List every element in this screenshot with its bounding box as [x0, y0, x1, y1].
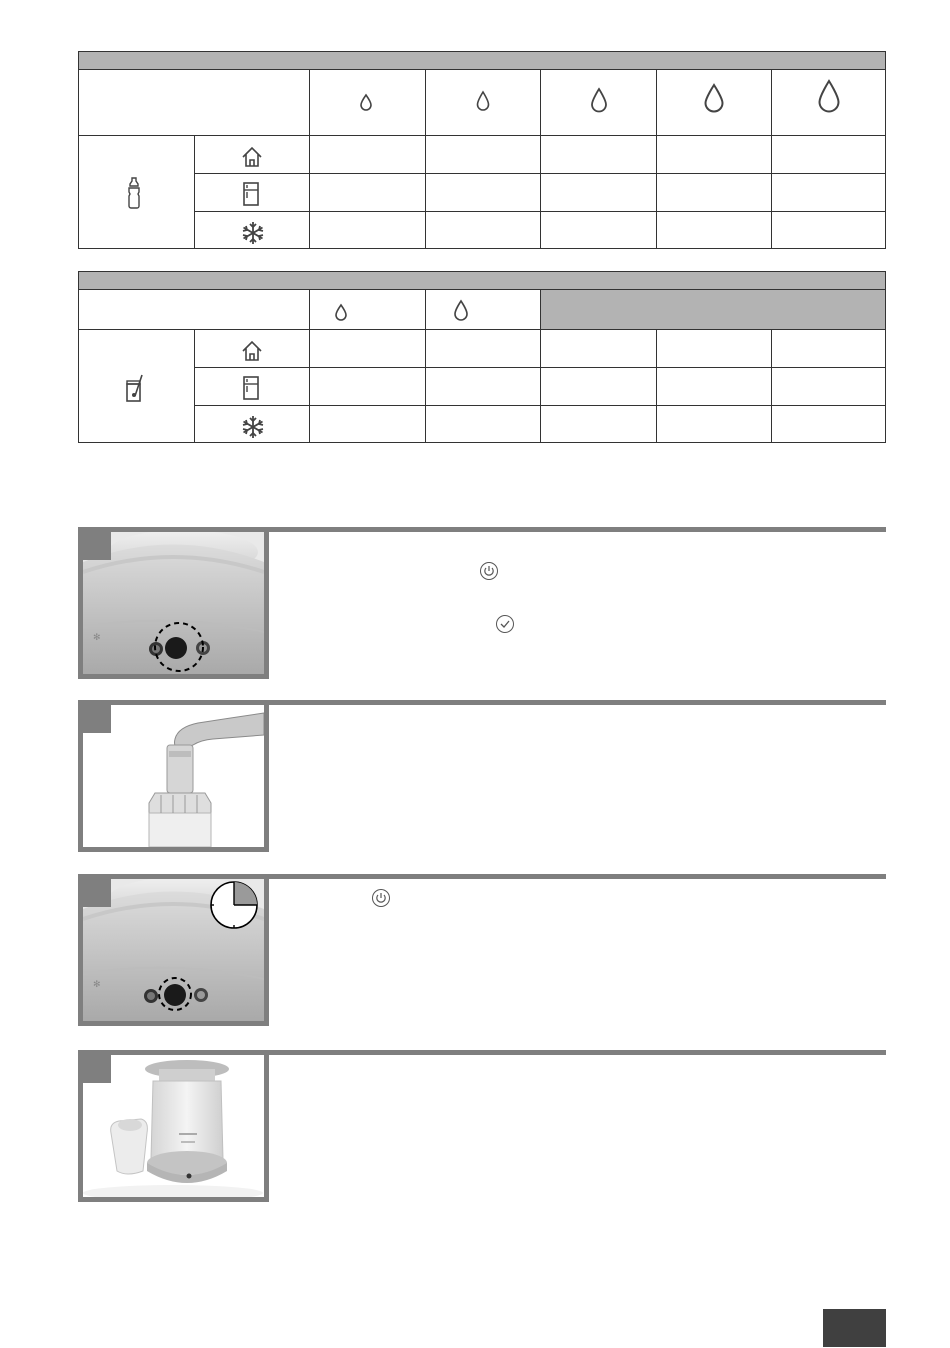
step-divider-bar [269, 700, 886, 705]
step-number-badge [83, 532, 111, 560]
power-icon [479, 561, 499, 581]
table-header-shade [540, 290, 885, 329]
drop-icon [817, 79, 841, 113]
step-2 [78, 700, 886, 854]
drop-icon [476, 90, 490, 112]
snowflake-icon [240, 414, 266, 440]
table-header-bar [79, 52, 885, 70]
snowflake-icon [240, 220, 266, 246]
step-image-frame [78, 1050, 269, 1202]
check-icon [495, 614, 515, 634]
svg-text:✻: ✻ [93, 633, 101, 643]
clock-icon [209, 880, 259, 930]
svg-text:✻: ✻ [93, 980, 101, 990]
drop-icon [590, 87, 608, 113]
fridge-icon [242, 375, 260, 401]
food-jar-icon [124, 372, 146, 404]
step-4 [78, 1050, 886, 1204]
house-icon [240, 339, 264, 363]
power-icon [371, 888, 391, 908]
drop-icon [453, 299, 469, 322]
house-icon [240, 145, 264, 169]
table-header-bar [79, 272, 885, 290]
step-image-frame [78, 527, 269, 679]
table-food-warming [78, 271, 886, 443]
step-number-badge [83, 705, 111, 733]
step-divider-bar [269, 1050, 886, 1055]
step-number-badge [83, 1055, 111, 1083]
step-3 [78, 874, 886, 1028]
step-1 [78, 527, 886, 681]
drop-icon [334, 302, 348, 322]
drop-icon [703, 83, 725, 113]
step-number-badge [83, 879, 111, 907]
step-divider-bar [269, 527, 886, 532]
step-divider-bar [269, 874, 886, 879]
page-number-box [823, 1309, 886, 1347]
step-image-frame [78, 700, 269, 852]
fridge-icon [242, 181, 260, 207]
baby-bottle-icon [126, 176, 142, 210]
drop-icon [359, 92, 373, 112]
table-bottle-warming [78, 51, 886, 249]
